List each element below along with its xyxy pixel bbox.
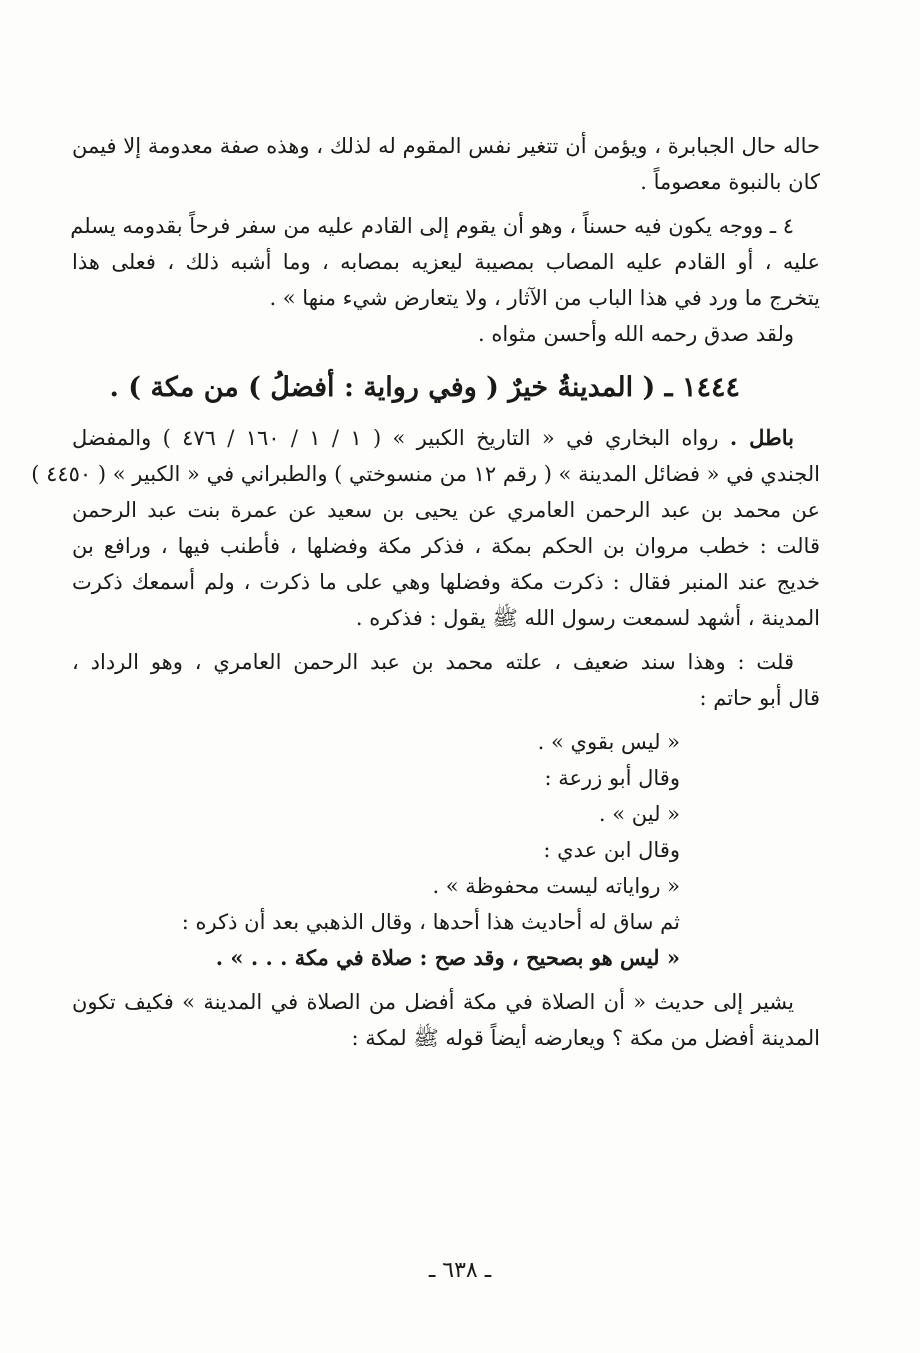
text-line: المدينة ، أشهد لسمعت رسول الله ﷺ يقول : فذكره . bbox=[355, 606, 820, 630]
quote-line: « لين » . bbox=[598, 802, 680, 826]
text-line: وقال أبو زرعة : bbox=[544, 766, 680, 790]
quote-line: « رواياته ليست محفوظة » . bbox=[432, 874, 680, 898]
text-line: الجندي في « فضائل المدينة » ( رقم ١٢ من منسوختي ) والطبراني في « الكبير » ( ٤٤٥٠ ) bbox=[31, 462, 820, 486]
text-line: المدينة أفضل من مكة ؟ ويعارضه أيضاً قوله ﷺ لمكة : bbox=[351, 1026, 820, 1050]
paragraph-conclusion bbox=[72, 984, 820, 1056]
narrator-criticism bbox=[72, 724, 820, 976]
text-line: ثم ساق له أحاديث هذا أحدها ، وقال الذهبي بعد أن ذكره : bbox=[181, 910, 680, 934]
page-number: ـ ٦٣٨ ـ bbox=[428, 1258, 492, 1283]
verdict-label: باطل . bbox=[729, 425, 794, 450]
text-line: عن محمد بن عبد الرحمن العامري عن يحيى بن سعيد عن عمرة بنت عبد الرحمن bbox=[72, 498, 820, 522]
text-line bbox=[72, 420, 820, 456]
quote-line: « ليس هو بصحيح ، وقد صح : صلاة في مكة . . . » . bbox=[215, 945, 680, 970]
quote-line: « ليس بقوي » . bbox=[537, 730, 680, 754]
text-line: ٤ ـ ووجه يكون فيه حسناً ، وهو أن يقوم إلى القادم عليه من سفر فرحاً بقدومه يسلم bbox=[70, 214, 794, 238]
text-line: حاله حال الجبابرة ، ويؤمن أن تتغير نفس المقوم له لذلك ، وهذه صفة معدومة إلا فيمن bbox=[72, 134, 820, 158]
paragraph-comment bbox=[72, 644, 820, 716]
text-line: كان بالنبوة معصوماً . bbox=[640, 170, 820, 194]
paragraph-continuation bbox=[72, 128, 820, 200]
paragraph-fourth-case bbox=[72, 208, 820, 316]
text-line: قلت : وهذا سند ضعيف ، علته محمد بن عبد الرحمن العامري ، وهو الرداد ، bbox=[72, 650, 794, 674]
text-line: عليه ، أو القادم عليه المصاب بمصيبة ليعزيه بمصابه ، وما أشبه ذلك ، فعلى هذا bbox=[72, 250, 820, 274]
hadith-heading: ١٤٤٤ ـ ( المدينةُ خيرٌ ( وفي رواية : أفضلُ ) من مكة ) . bbox=[109, 372, 740, 403]
text-line: قال أبو حاتم : bbox=[699, 686, 820, 710]
text-line: وقال ابن عدي : bbox=[543, 838, 680, 862]
text-line: يشير إلى حديث « أن الصلاة في مكة أفضل من الصلاة في المدينة » فكيف تكون bbox=[72, 990, 794, 1014]
text-line: قالت : خطب مروان بن الحكم بمكة ، فذكر مكة وفضلها ، فأطنب فيها ، ورافع بن bbox=[72, 534, 820, 558]
text-line: ولقد صدق رحمه الله وأحسن مثواه . bbox=[478, 322, 794, 346]
text-line: خديج عند المنبر فقال : ذكرت مكة وفضلها وهي على ما ذكرت ، ولم أسمعك ذكرت bbox=[72, 570, 820, 594]
text-line: يتخرج ما ورد في هذا الباب من الآثار ، ولا يتعارض شيء منها » . bbox=[269, 286, 820, 310]
paragraph-takhrij bbox=[31, 420, 820, 636]
text-span: رواه البخاري في « التاريخ الكبير » ( ١ / ١ / ١٦٠ / ٤٧٦ ) والمفضل bbox=[72, 426, 730, 450]
paragraph-author-remark bbox=[72, 316, 820, 352]
